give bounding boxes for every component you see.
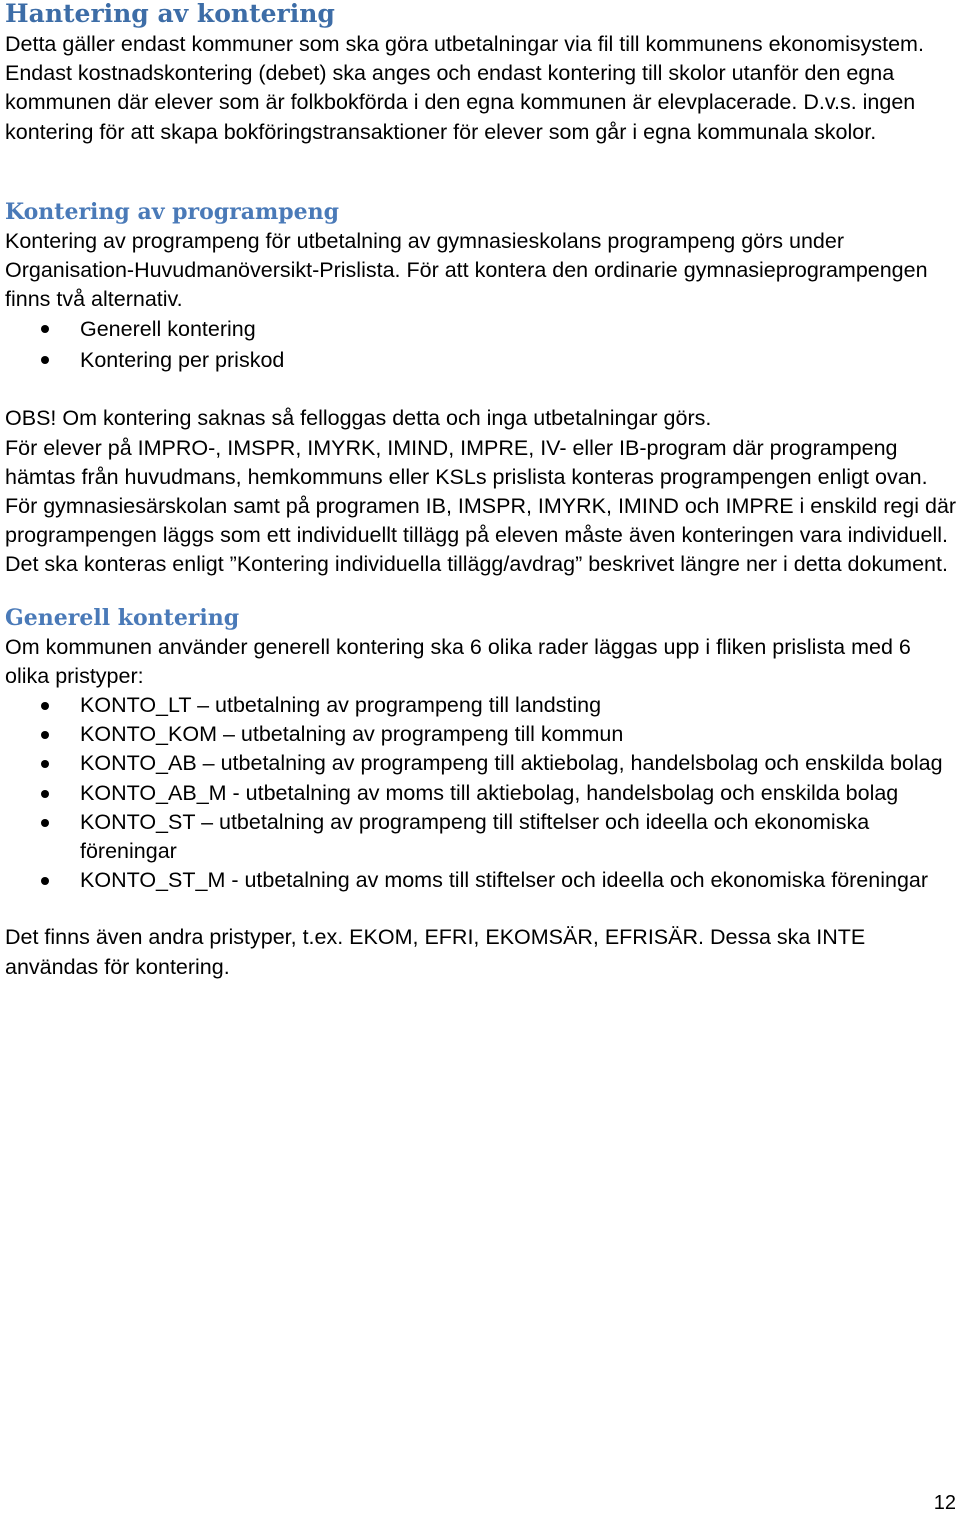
list-item-text: KONTO_ST_M - utbetalning av moms till stiftelser och ideella och ekonomiska föreningar: [80, 868, 929, 893]
list-item-text: Kontering per priskod: [80, 348, 285, 373]
list-item: [5, 345, 957, 376]
list-item-text: KONTO_KOM – utbetalning av programpeng till kommun: [80, 722, 624, 747]
alternatives-list: [5, 314, 957, 376]
list-item: [5, 749, 957, 778]
list-item: [5, 779, 957, 808]
price-types-list: [5, 691, 957, 895]
paragraph-programpeng-intro: Kontering av programpeng för utbetalning av gymnasieskolans programpeng görs under Organisation-Huvudmanöversikt-Prislista. För att kontera den ordinarie gymnasieprogrampengen finns två alternativ.: [5, 228, 928, 312]
spacer: [5, 376, 957, 404]
paragraph-gymnasiesarskola: För gymnasiesärskolan samt på programen IB, IMSPR, IMYRK, IMIND och IMPRE i enskild regi där programpengen läggs som ett individuellt tillägg på eleven måste även konteringen vara individuell. Det ska konteras enligt ”Kontering individuella tillägg/avdrag” beskrivet längre ner i detta dokument.: [5, 494, 957, 577]
paragraph-generell-intro: Om kommunen använder generell kontering ska 6 olika rader läggas upp i fliken prislista med 6 olika pristyper:: [5, 634, 911, 688]
bullet-icon: [41, 702, 49, 710]
bullet-icon: [41, 790, 49, 798]
spacer: [5, 580, 957, 603]
paragraph-scope: Detta gäller endast kommuner som ska göra utbetalningar via fil till kommunens ekonomisystem.: [5, 32, 924, 56]
list-item-text: KONTO_AB_M - utbetalning av moms till aktiebolag, handelsbolag och enskilda bolag: [80, 780, 899, 805]
list-item: [5, 691, 957, 720]
heading-kontering-av-programpeng: Kontering av programpeng: [5, 198, 340, 225]
list-item: [5, 720, 957, 749]
list-item: [5, 866, 957, 895]
spacer: [5, 147, 957, 197]
list-item-text: KONTO_LT – utbetalning av programpeng till landsting: [80, 693, 602, 718]
paragraph-other-price-types: Det finns även andra pristyper, t.ex. EKOM, EFRI, EKOMSÄR, EFRISÄR. Dessa ska INTE användas för kontering.: [5, 925, 866, 979]
page-number: 12: [933, 1492, 956, 1514]
paragraph-ib-program: För elever på IMPRO-, IMSPR, IMYRK, IMIND, IMPRE, IV- eller IB-program där programpeng hämtas från huvudmans, hemkommuns eller KSLs prislista konteras programpengen enligt ovan.: [5, 435, 928, 489]
heading-hantering-av-kontering: Hantering av kontering: [5, 0, 335, 28]
bullet-icon: [41, 760, 49, 768]
paragraph-cost-posting: Endast kostnadskontering (debet) ska anges och endast kontering till skolor utanför den egna kommunen där elever som är folkbokförda i den egna kommunen är elevplacerade. D.v.s. ingen kontering för att skapa bokföringstransaktioner för elever som går i egna kommunala skolor.: [5, 61, 916, 144]
heading-generell-kontering: Generell kontering: [5, 604, 240, 631]
bullet-icon: [41, 819, 49, 827]
list-item-text: KONTO_ST – utbetalning av programpeng till stiftelser och ideella och ekonomiska föreningar: [80, 809, 870, 864]
list-item-text: KONTO_AB – utbetalning av programpeng till aktiebolag, handelsbolag och enskilda bolag: [80, 751, 943, 776]
bullet-icon: [41, 356, 49, 364]
bullet-icon: [41, 325, 49, 333]
list-item-text: Generell kontering: [80, 317, 256, 342]
paragraph-obs: OBS! Om kontering saknas så felloggas detta och inga utbetalningar görs.: [5, 406, 712, 431]
list-item: [5, 808, 957, 866]
bullet-icon: [41, 877, 49, 885]
document-page: [5, 0, 957, 982]
list-item: [5, 314, 957, 345]
spacer: [5, 895, 957, 923]
bullet-icon: [41, 731, 49, 739]
